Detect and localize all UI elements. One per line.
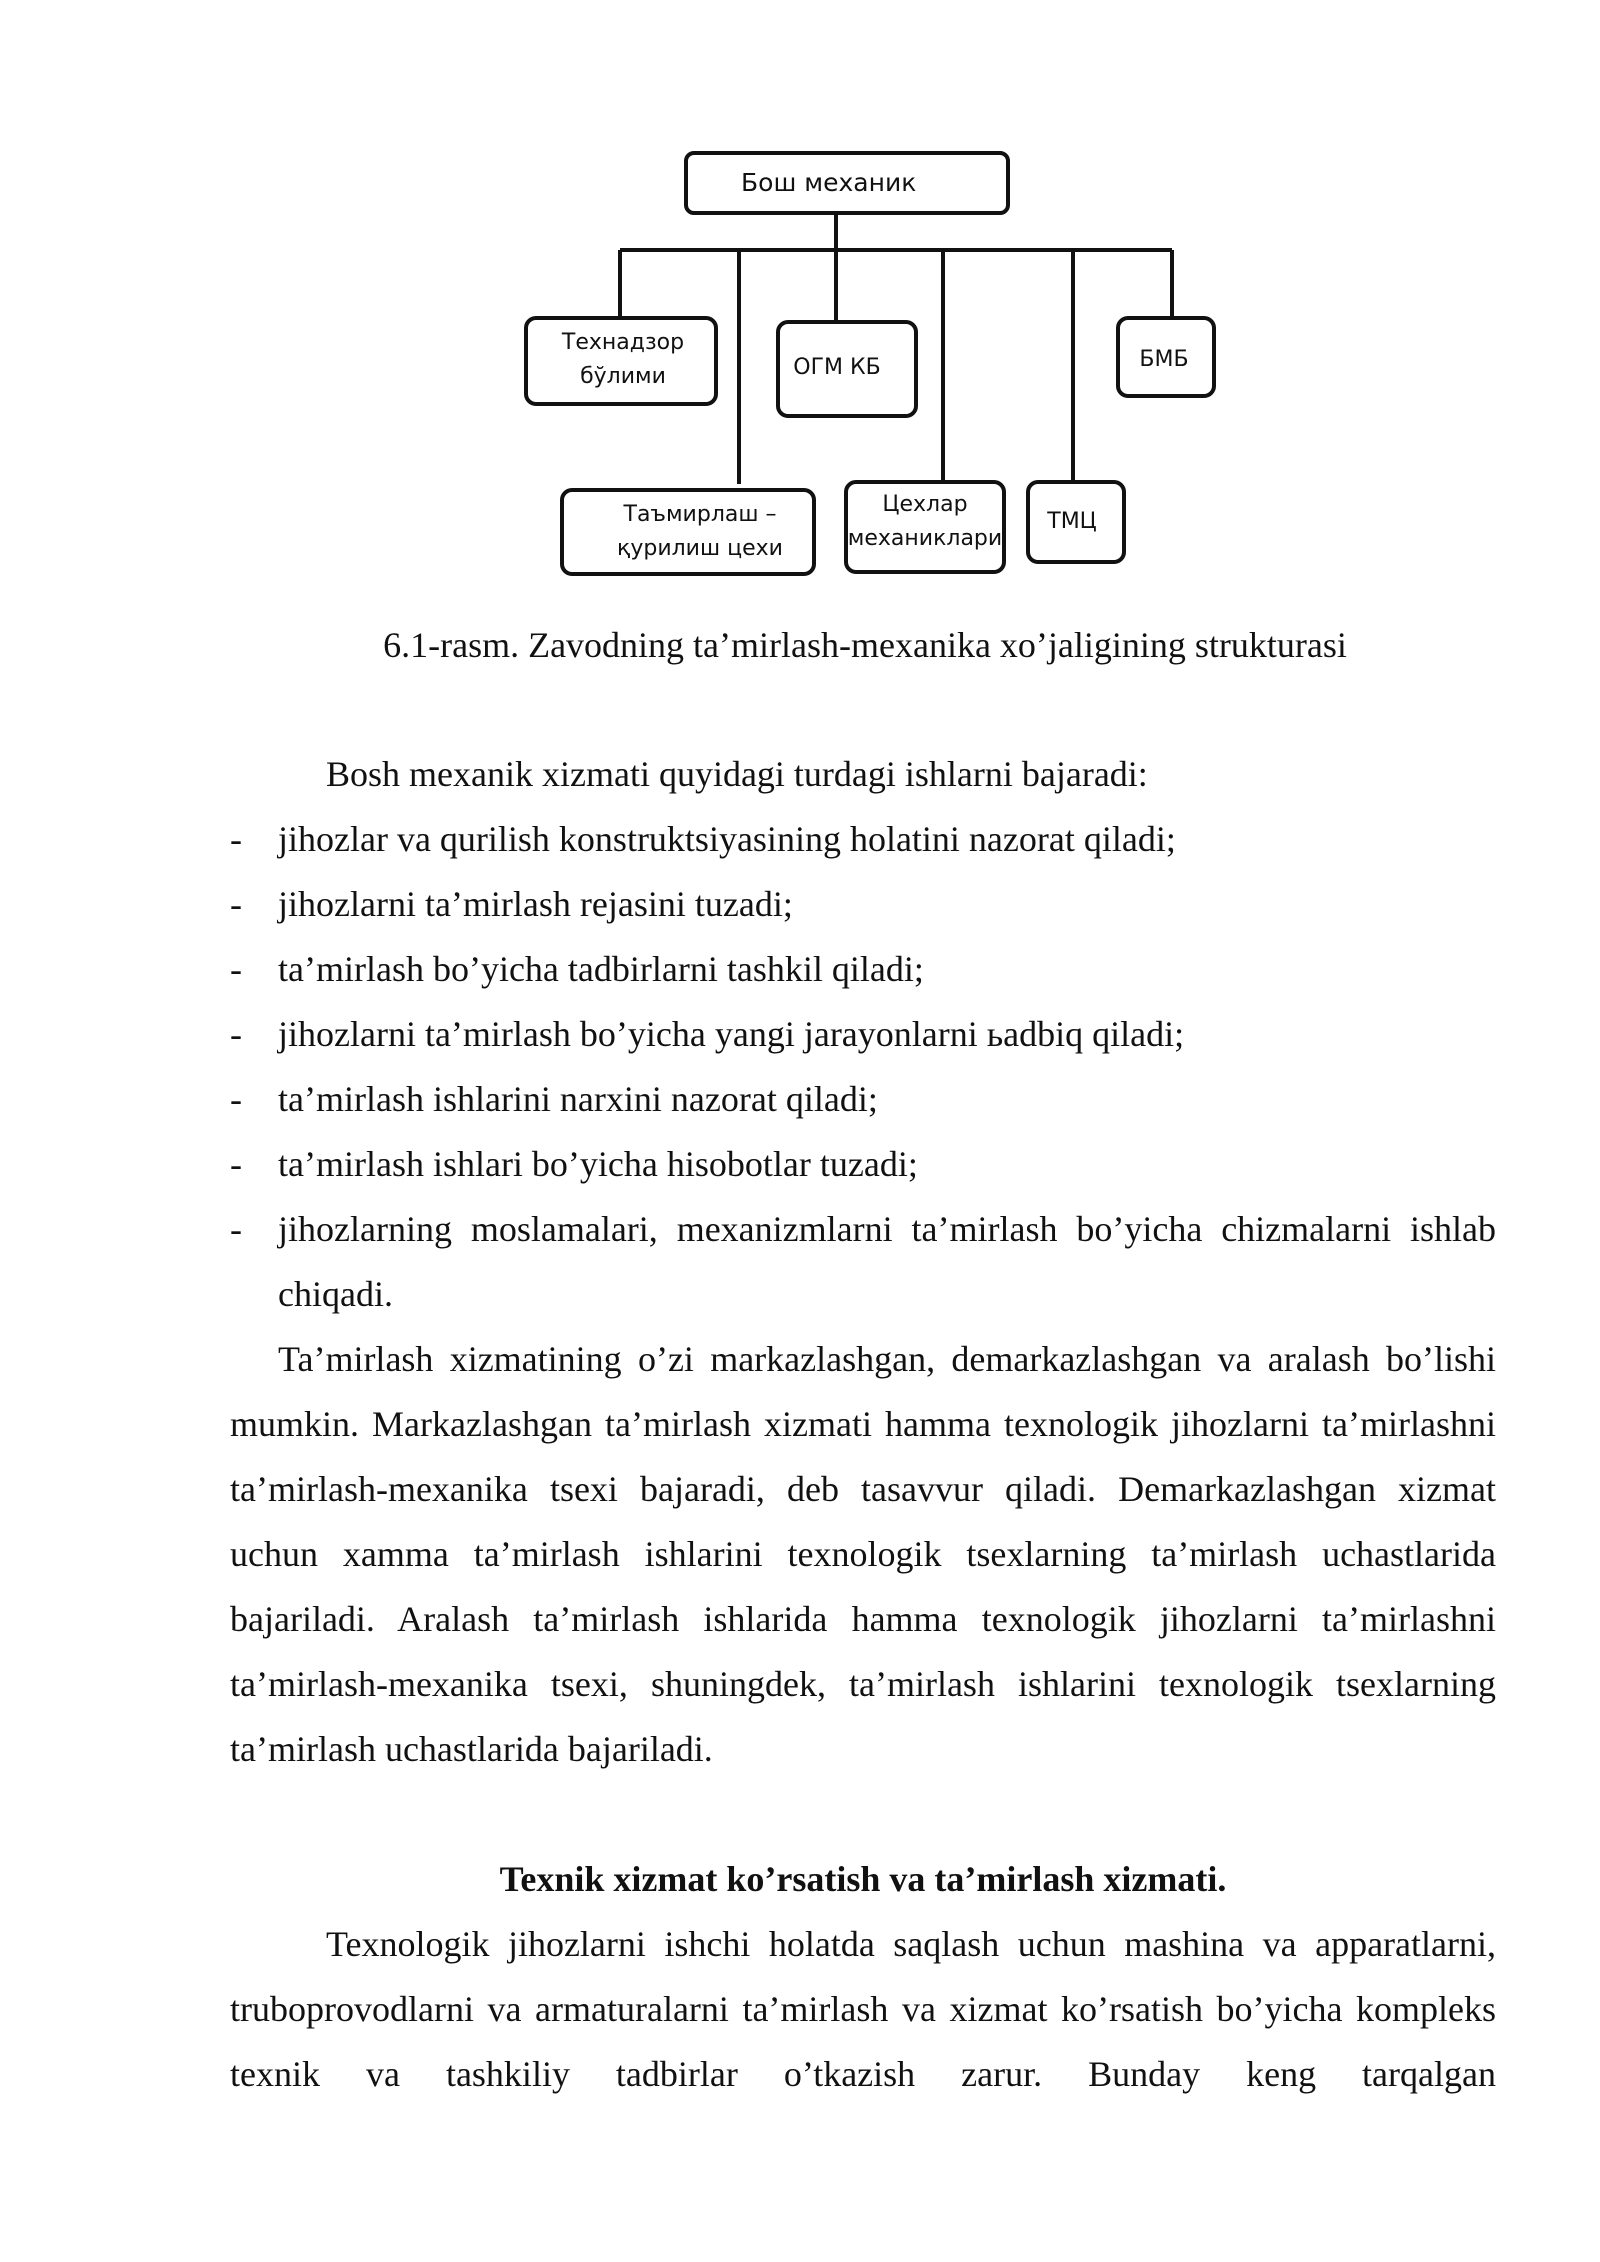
duties-list xyxy=(230,807,1496,1327)
box-shop-mechanics xyxy=(846,482,1004,572)
box-bmb-label: БМБ xyxy=(1139,347,1189,372)
box-chief-mechanic xyxy=(686,153,1008,213)
list-item: - jihozlar va qurilish konstruktsiyasining holatini nazorat qiladi; xyxy=(230,807,1496,872)
box-repair-shop-line1: Таъмирлаш – xyxy=(623,502,777,527)
list-item: - jihozlarni ta’mirlash rejasini tuzadi; xyxy=(230,872,1496,937)
box-tmc xyxy=(1028,482,1124,562)
box-repair-shop-line2: қурилиш цехи xyxy=(617,536,783,561)
repair-service-paragraph: Ta’mirlash xizmatining o’zi markazlashgan, demarkazlashgan va aralash bo’lishi mumkin. Markazlashgan ta’mirlash xizmati hamma texnologik jihozlarni ta’mirlashni ta’mirlash-mexanika tsexi bajaradi, deb tasavvur qiladi. Demarkazlashgan xizmat uchun xamma ta’mirlash ishlarini texnologik tsexlarning ta’mirlash uchastlarida bajariladi. Aralash ta’mirlash ishlarida hamma texnologik jihozlarni ta’mirlashni ta’mirlash-mexanika tsexi, shuningdek, ta’mirlash ishlarini texnologik tsexlarning ta’mirlash uchastlarida bajariladi. xyxy=(230,1339,1496,1769)
box-ogm-kb xyxy=(778,322,916,416)
box-repair-shop xyxy=(562,490,814,574)
box-technadzor-line1: Технадзор xyxy=(561,330,685,355)
box-shop-mechanics-line2: механиклари xyxy=(847,526,1003,551)
box-chief-mechanic-label: Бош механик xyxy=(741,168,917,197)
org-chart-diagram xyxy=(0,0,1600,600)
list-item: - ta’mirlash ishlari bo’yicha hisobotlar tuzadi; xyxy=(230,1132,1496,1197)
list-item: - ta’mirlash ishlarini narxini nazorat qiladi; xyxy=(230,1067,1496,1132)
box-ogm-kb-label: ОГМ КБ xyxy=(793,355,881,380)
list-item: - jihozlarni ta’mirlash bo’yicha yangi jarayonlarni ьadbiq qiladi; xyxy=(230,1002,1496,1067)
figure-caption: 6.1-rasm. Zavodning ta’mirlash-mexanika xo’jaligining strukturasi xyxy=(383,625,1347,665)
list-item: - ta’mirlash bo’yicha tadbirlarni tashkil qiladi; xyxy=(230,937,1496,1002)
intro-paragraph: Bosh mexanik xizmati quyidagi turdagi ishlarni bajaradi: xyxy=(326,754,1148,794)
list-item: - jihozlarning moslamalari, mexanizmlarni ta’mirlash bo’yicha chizmalarni ishlab chiqadi. xyxy=(230,1197,1496,1327)
box-technadzor xyxy=(526,318,716,404)
box-bmb xyxy=(1118,318,1214,396)
box-shop-mechanics-line1: Цехлар xyxy=(882,492,968,517)
box-technadzor-line2: бўлими xyxy=(580,364,666,389)
box-tmc-label: ТМЦ xyxy=(1047,509,1097,534)
section-heading: Texnik xizmat ko’rsatish va ta’mirlash xizmati. xyxy=(499,1859,1227,1899)
maintenance-paragraph: Texnologik jihozlarni ishchi holatda saqlash uchun mashina va apparatlarni, truboprovodlarni va armaturalarni ta’mirlash va xizmat ko’rsatish bo’yicha kompleks texnik va tashkiliy tadbirlar o’tkazish zarur. Bunday keng tarqalgan xyxy=(230,1924,1496,2094)
